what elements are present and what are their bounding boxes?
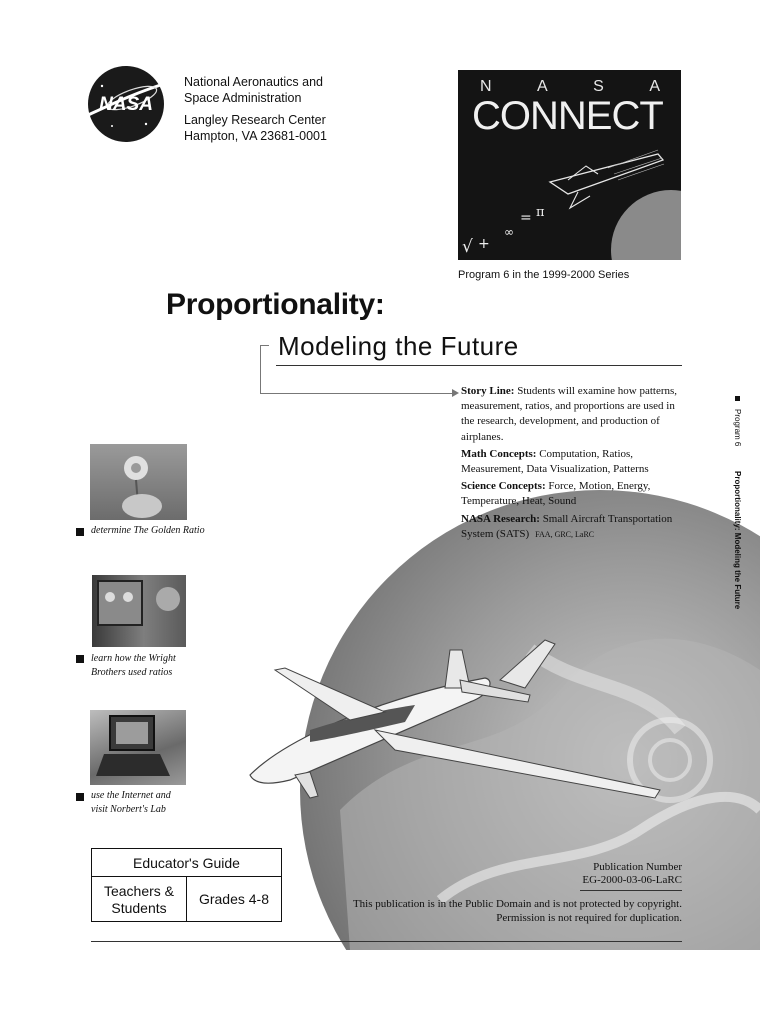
nasa-research	[461, 512, 691, 542]
story-line	[461, 384, 691, 445]
feature-caption-1-line-1: determine The Golden Ratio	[91, 525, 205, 536]
pi-symbol: π	[536, 205, 545, 220]
connect-letter-a1: A	[537, 78, 548, 95]
subtitle-rule	[276, 365, 682, 366]
guide-audience-row	[92, 877, 281, 922]
feature-caption-1	[91, 524, 205, 538]
connect-letter-s: S	[593, 78, 604, 95]
nasa-research-text: Small Aircraft Transportation System (SATS)	[461, 512, 673, 540]
wright-brothers-photo	[92, 575, 186, 647]
public-domain-notice	[290, 897, 682, 925]
math-concepts-label: Math Concepts:	[461, 447, 537, 460]
side-topic: Proportionality: Modeling the Future	[733, 471, 742, 610]
nasa-meatball-icon	[82, 64, 172, 144]
public-domain-line-2: Permission is not required for duplication.	[496, 912, 682, 924]
publication-label: Publication Number	[593, 861, 682, 873]
science-concepts-text: Force, Motion, Energy, Temperature, Heat, Sound	[461, 480, 651, 508]
guide-title: Educator's Guide	[92, 849, 281, 877]
feature-caption-2-line-2: Brothers used ratios	[91, 667, 173, 678]
sqrt-symbol: √	[462, 237, 473, 257]
norberts-lab-photo	[90, 710, 186, 785]
page-subtitle: Modeling the Future	[278, 331, 519, 361]
publication-rule	[580, 890, 682, 891]
laptop-image-icon	[90, 710, 186, 785]
guide-audience-line-1: Teachers &	[103, 882, 175, 899]
story-line-text: Students will examine how patterns, measurement, ratios, and proportions are used in the research, development, and production of airplanes.	[461, 385, 678, 443]
feature-caption-3	[91, 789, 171, 817]
title-bracket	[260, 345, 269, 394]
feature-caption-2	[91, 652, 176, 680]
page-title: Proportionality:	[166, 288, 385, 321]
connect-letter-n: N	[480, 78, 492, 95]
side-bullet-icon	[735, 396, 740, 401]
guide-audience-line-2: Students	[111, 899, 167, 916]
agency-line-2: Space Administration	[184, 91, 302, 105]
research-partners: FAA, GRC, LaRC	[535, 529, 595, 539]
publication-number-block	[560, 861, 682, 887]
feature-bullet-icon	[76, 528, 84, 536]
side-running-title	[733, 396, 742, 609]
golden-ratio-photo	[90, 444, 187, 520]
connect-letter-a2: A	[649, 78, 660, 95]
story-line-label: Story Line:	[461, 385, 515, 397]
nasa-logo-text: NASA	[99, 94, 153, 115]
portrait-image-icon	[92, 575, 186, 647]
equals-symbol: =	[520, 210, 532, 226]
plus-symbol: +	[478, 236, 490, 252]
feature-caption-3-line-2: visit Norbert's Lab	[91, 804, 166, 815]
program-series: Program 6 in the 1999-2000 Series	[458, 269, 630, 281]
publication-number: EG-2000-03-06-LaRC	[582, 874, 682, 886]
infinity-symbol: ∞	[504, 225, 514, 239]
science-concepts	[461, 479, 691, 509]
pointer-arrow-icon	[452, 389, 459, 397]
flower-image-icon	[90, 444, 187, 520]
program-description	[461, 384, 691, 544]
educator-guide-box	[91, 848, 282, 922]
feature-bullet-icon	[76, 793, 84, 801]
rocket-plane-icon	[458, 70, 681, 260]
side-program: Program 6	[733, 409, 742, 447]
pointer-line	[260, 393, 456, 394]
feature-caption-2-line-1: learn how the Wright	[91, 653, 176, 664]
nasa-connect-logo	[458, 70, 681, 260]
feature-bullet-icon	[76, 655, 84, 663]
math-concepts	[461, 447, 691, 477]
bottom-rule	[91, 941, 682, 942]
connect-word: CONNECT	[472, 94, 663, 138]
feature-caption-3-line-1: use the Internet and	[91, 790, 171, 801]
guide-grades: Grades 4-8	[186, 877, 281, 922]
science-concepts-label: Science Concepts:	[461, 480, 546, 493]
math-concepts-text: Computation, Ratios, Measurement, Data Visualization, Patterns	[461, 447, 649, 476]
nasa-research-label: NASA Research:	[461, 512, 540, 525]
address-block	[184, 74, 327, 144]
guide-audience	[92, 877, 186, 922]
center-line-1: Langley Research Center	[184, 113, 326, 127]
public-domain-line-1: This publication is in the Public Domain and is not protected by copyright.	[352, 898, 682, 910]
agency-line-1: National Aeronautics and	[184, 75, 323, 89]
center-line-2: Hampton, VA 23681-0001	[184, 129, 327, 143]
